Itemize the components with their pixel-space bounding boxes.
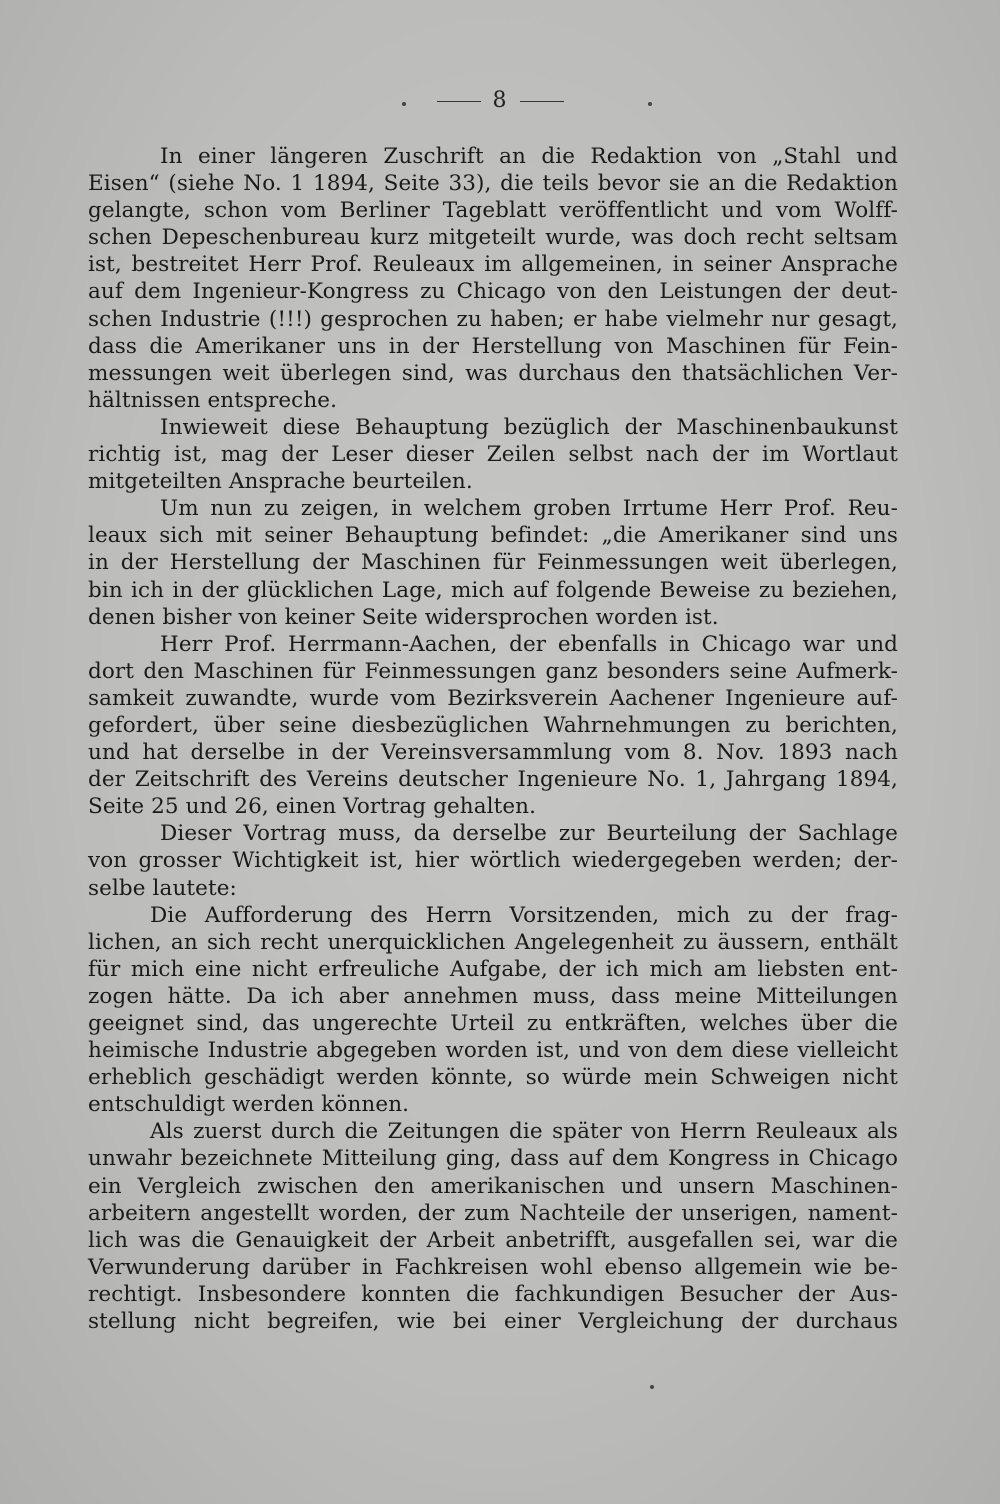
text-line: Seite 25 und 26, einen Vortrag gehalten. (88, 794, 537, 820)
text-line: Um nun zu zeigen, in welchem groben Irrtume Herr Prof. Reu- (160, 496, 898, 522)
text-line: gefordert, über seine diesbezüglichen Wahrnehmungen zu berichten, (88, 712, 898, 738)
text-line: Herr Prof. Herrmann-Aachen, der ebenfalls in Chicago war und (160, 631, 898, 657)
text-line: lichen, an sich recht unerquicklichen Angelegenheit zu äussern, enthält (88, 929, 898, 955)
text-line: Verwunderung darüber in Fachkreisen wohl ebenso allgemein wie be- (88, 1254, 898, 1280)
text-line: selbe lautete: (88, 875, 237, 901)
header-rule-right (520, 101, 564, 102)
page-header (0, 88, 1000, 113)
text-line: samkeit zuwandte, wurde vom Bezirksverein Aachener Ingenieure auf- (88, 685, 898, 711)
text-line: richtig ist, mag der Leser dieser Zeilen selbst nach der im Wortlaut (88, 442, 898, 468)
text-line: messungen weit überlegen sind, was durchaus den thatsächlichen Ver- (88, 360, 898, 386)
text-line: rechtigt. Insbesondere konnten die fachkundigen Besucher der Aus- (88, 1281, 898, 1307)
text-line: gelangte, schon vom Berliner Tageblatt veröffentlicht und vom Wolff- (88, 198, 898, 224)
text-line: schen Depeschenbureau kurz mitgeteilt wurde, was doch recht seltsam (88, 225, 898, 251)
text-line: Inwieweit diese Behauptung bezüglich der Maschinenbaukunst (160, 414, 898, 440)
text-line: dass die Amerikaner uns in der Herstellung von Maschinen für Fein- (88, 333, 898, 359)
text-line: der Zeitschrift des Vereins deutscher Ingenieure No. 1, Jahrgang 1894, (88, 767, 898, 793)
text-line: in der Herstellung der Maschinen für Feinmessungen weit überlegen, (88, 550, 898, 576)
text-line: lich was die Genauigkeit der Arbeit anbetrifft, ausgefallen sei, war die (88, 1227, 898, 1253)
print-speck (402, 102, 406, 106)
text-line: Dieser Vortrag muss, da derselbe zur Beurteilung der Sachlage (160, 821, 898, 847)
text-line: bin ich in der glücklichen Lage, mich auf folgende Beweise zu beziehen, (88, 577, 898, 603)
text-line: leaux sich mit seiner Behauptung befindet: „die Amerikaner sind uns (88, 523, 898, 549)
text-line: stellung nicht begreifen, wie bei einer Vergleichung der durchaus (88, 1309, 898, 1335)
text-line: erheblich geschädigt werden könnte, so würde mein Schweigen nicht (88, 1065, 898, 1091)
text-line: ist, bestreitet Herr Prof. Reuleaux im allgemeinen, in seiner Ansprache (88, 252, 898, 278)
text-line: für mich eine nicht erfreuliche Aufgabe, der ich mich am liebsten ent- (88, 956, 898, 982)
text-line: Als zuerst durch die Zeitungen die später von Herrn Reuleaux als (150, 1119, 898, 1145)
text-line: In einer längeren Zuschrift an die Redaktion von „Stahl und (160, 144, 898, 169)
text-line: zogen hätte. Da ich aber annehmen muss, dass meine Mitteilungen (88, 983, 898, 1009)
text-line: hältnissen entspreche. (88, 387, 338, 413)
text-line: schen Industrie (!!!) gesprochen zu haben; er habe vielmehr nur gesagt, (88, 306, 898, 332)
page-number: 8 (492, 88, 508, 113)
body-text (88, 143, 898, 1335)
header-rule-left (437, 101, 481, 102)
text-line: heimische Industrie abgegeben worden ist, und von dem diese vielleicht (88, 1038, 898, 1064)
text-line: Eisen“ (siehe No. 1 1894, Seite 33), die teils bevor sie an die Redaktion (88, 171, 898, 197)
text-line: von grosser Wichtigkeit ist, hier wörtlich wiedergegeben werden; der- (88, 848, 898, 874)
text-line: dort den Maschinen für Feinmessungen ganz besonders seine Aufmerk- (88, 658, 898, 684)
text-line: entschuldigt werden können. (88, 1092, 410, 1118)
text-line: denen bisher von keiner Seite widersprochen worden ist. (88, 604, 719, 630)
text-line: geeignet sind, das ungerechte Urteil zu entkräften, welches über die (88, 1011, 898, 1036)
print-speck (648, 102, 652, 106)
print-speck (650, 1385, 654, 1389)
text-line: Die Aufforderung des Herrn Vorsitzenden, mich zu der frag- (150, 902, 898, 928)
text-line: auf dem Ingenieur-Kongress zu Chicago von den Leistungen der deut- (88, 279, 898, 305)
text-line: und hat derselbe in der Vereinsversammlung vom 8. Nov. 1893 nach (88, 740, 898, 766)
text-line: arbeitern angestellt worden, der zum Nachteile der unserigen, nament- (88, 1200, 898, 1226)
text-line: unwahr bezeichnete Mitteilung ging, dass auf dem Kongress in Chicago (88, 1146, 898, 1172)
text-line: mitgeteilten Ansprache beurteilen. (88, 469, 473, 495)
text-line: ein Vergleich zwischen den amerikanischen und unsern Maschinen- (88, 1173, 898, 1199)
